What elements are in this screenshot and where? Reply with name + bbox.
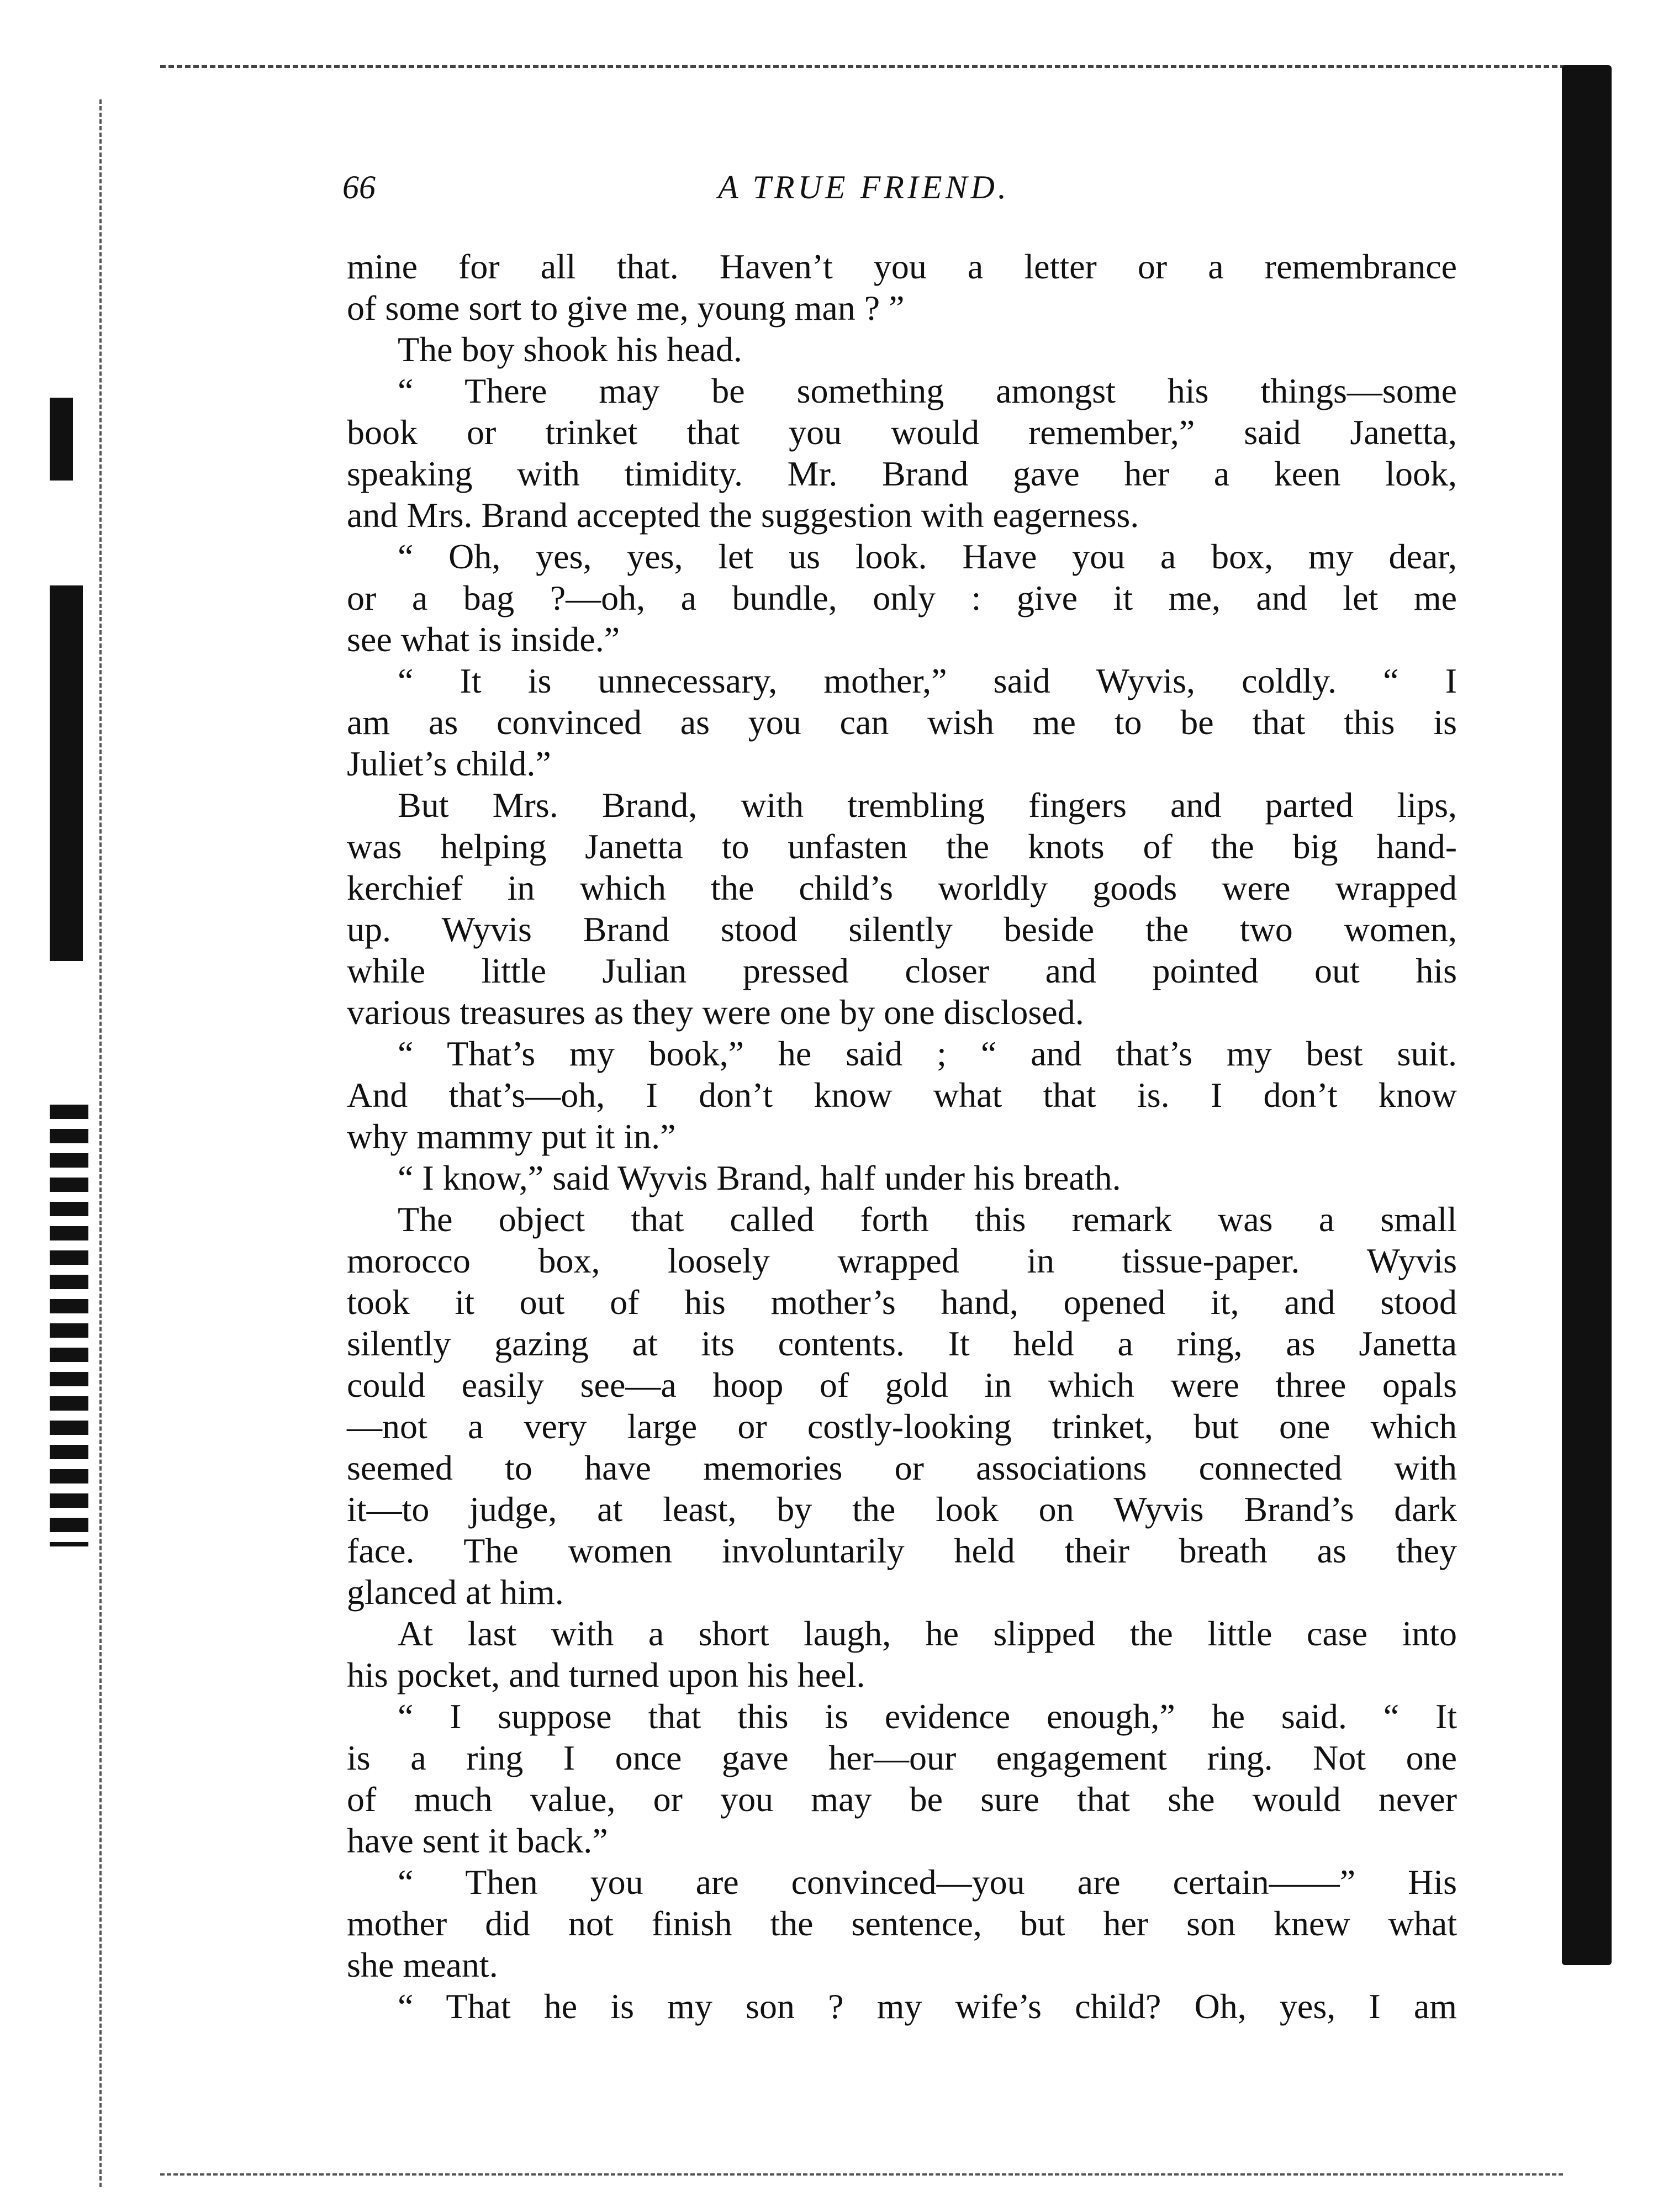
text-line: why mammy put it in.” — [347, 1117, 676, 1156]
text-line: “ I know,” said Wyvis Brand, half under his breath. — [398, 1158, 1121, 1197]
text-line: various treasures as they were one by one disclosed. — [347, 993, 1084, 1032]
text-line: mother did not finish the sentence, but her son knew what — [347, 1904, 1457, 1943]
text-line: is a ring I once gave her—our engagement ring. Not one — [347, 1738, 1457, 1777]
text-line: —not a very large or costly-looking trinket, but one which — [347, 1407, 1457, 1446]
text-line: see what is inside.” — [347, 620, 620, 659]
text-line: And that’s—oh, I don’t know what that is. I don’t know — [347, 1075, 1457, 1115]
text-line: or a bag ?—oh, a bundle, only : give it me, and let me — [347, 578, 1457, 617]
text-line: while little Julian pressed closer and pointed out his — [347, 951, 1457, 990]
text-line: face. The women involuntarily held their breath as they — [347, 1531, 1457, 1570]
text-line: took it out of his mother’s hand, opened it, and stood — [347, 1282, 1457, 1322]
text-line: “ There may be something amongst his things—some — [398, 371, 1457, 410]
text-line: Juliet’s child.” — [347, 744, 551, 783]
text-line: morocco box, loosely wrapped in tissue-paper. Wyvis — [347, 1241, 1457, 1280]
page-header — [342, 168, 1475, 218]
running-head: A TRUE FRIEND. — [718, 169, 1010, 205]
text-line: But Mrs. Brand, with trembling fingers and parted lips, — [398, 785, 1457, 825]
page-number: 66 — [342, 169, 376, 205]
text-line: and Mrs. Brand accepted the suggestion with eagerness. — [347, 495, 1139, 535]
text-line: am as convinced as you can wish me to be that this is — [347, 703, 1457, 742]
text-line: “ That he is my son ? my wife’s child? Oh, yes, I am — [398, 1987, 1457, 2026]
text-line: mine for all that. Haven’t you a letter or a remembrance — [347, 247, 1457, 286]
text-line: “ I suppose that this is evidence enough,” he said. “ It — [398, 1697, 1457, 1736]
text-line: speaking with timidity. Mr. Brand gave her a keen look, — [347, 454, 1457, 493]
text-line: “ Oh, yes, yes, let us look. Have you a box, my dear, — [398, 537, 1457, 576]
text-line: of some sort to give me, young man ? ” — [347, 288, 905, 328]
text-line: could easily see—a hoop of gold in which were three opals — [347, 1365, 1457, 1405]
scan-top-edge — [160, 65, 1574, 68]
scan-bottom-edge — [160, 2173, 1563, 2176]
text-line: “ It is unnecessary, mother,” said Wyvis, coldly. “ I — [398, 661, 1457, 700]
text-line: “ That’s my book,” he said ; “ and that’s my best suit. — [398, 1034, 1457, 1073]
scan-right-edge — [1562, 65, 1612, 1965]
text-line: of much value, or you may be sure that she would never — [347, 1780, 1457, 1819]
text-line: “ Then you are convinced—you are certain——” His — [398, 1862, 1457, 1902]
text-line: book or trinket that you would remember,” said Janetta, — [347, 413, 1457, 452]
text-line: glanced at him. — [347, 1572, 564, 1612]
text-line: she meant. — [347, 1945, 498, 1984]
text-line: silently gazing at its contents. It held a ring, as Janetta — [347, 1324, 1457, 1363]
text-line: up. Wyvis Brand stood silently beside the two women, — [347, 910, 1457, 949]
text-line: The boy shook his head. — [398, 330, 742, 369]
scan-binding-gutter — [22, 99, 116, 2187]
text-line: have sent it back.” — [347, 1821, 608, 1860]
text-line: seemed to have memories or associations connected with — [347, 1448, 1457, 1487]
text-line: was helping Janetta to unfasten the knots of the big hand- — [347, 827, 1457, 866]
text-line: his pocket, and turned upon his heel. — [347, 1655, 865, 1694]
text-line: At last with a short laugh, he slipped the little case into — [398, 1614, 1457, 1653]
text-line: kerchief in which the child’s worldly goods were wrapped — [347, 868, 1457, 907]
body-text — [347, 246, 1457, 2027]
text-line: The object that called forth this remark was a small — [398, 1200, 1457, 1239]
text-line: it—to judge, at least, by the look on Wyvis Brand’s dark — [347, 1490, 1457, 1529]
